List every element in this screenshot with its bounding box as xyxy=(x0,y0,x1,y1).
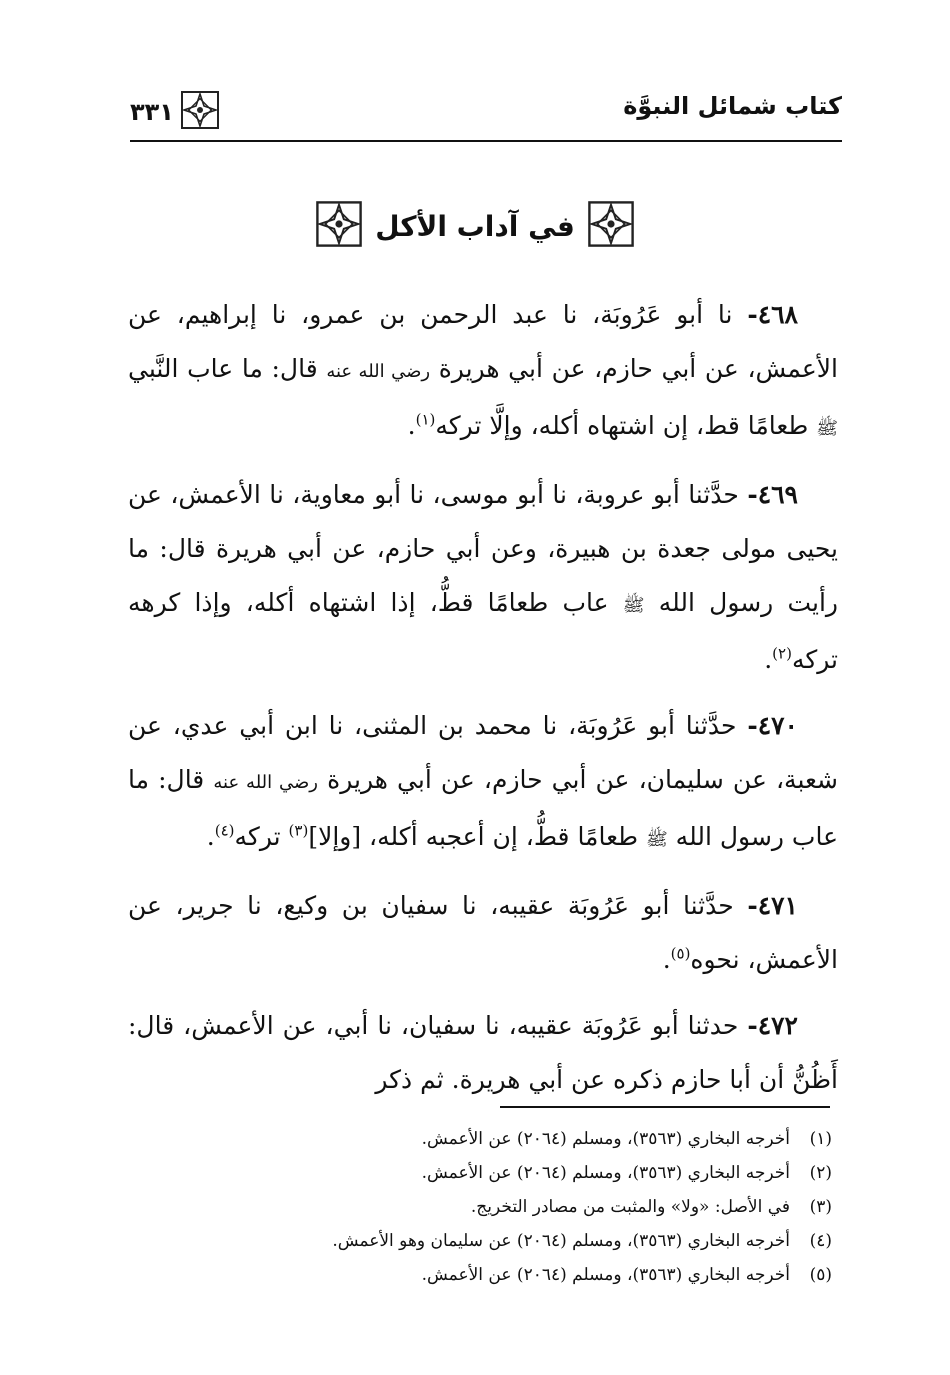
hadith-number: ٤٦٩- xyxy=(747,480,798,509)
footnotes-list xyxy=(120,1122,832,1292)
ornament-icon xyxy=(180,90,220,134)
hadith-end: . xyxy=(206,822,215,851)
footnote-text: في الأصل: «ولا» والمثبت من مصادر التخريج. xyxy=(470,1197,790,1217)
footnote-number: (٥) xyxy=(809,1265,832,1285)
footnote-divider xyxy=(500,1106,830,1108)
page-number-group xyxy=(130,90,220,134)
hadith-text: نا أبو عَرُوبَة، نا عبد الرحمن بن عمرو، نا إبراهيم، عن الأعمش، عن أبي حازم، عن أبي هريرة xyxy=(128,300,838,383)
hadith-end: . xyxy=(662,945,671,974)
footnote-ref[interactable]: (١) xyxy=(415,410,436,429)
ornament-icon xyxy=(315,200,363,252)
hadith-text: طعامًا قط، إن اشتهاه أكله، وإلَّا تركه xyxy=(435,411,817,440)
hadith-text: قال: ما عاب رسول الله xyxy=(128,765,838,851)
hadith-paragraph xyxy=(128,468,838,687)
footnote-number: (١) xyxy=(809,1129,832,1149)
hadith-paragraph xyxy=(128,999,838,1107)
footnote-number: (٣) xyxy=(809,1197,832,1217)
hadith-text: عاب طعامًا قطُّ، إذا اشتهاه أكله، وإذا كرهه تركه xyxy=(128,588,838,674)
footnote-text: أخرجه البخاري (٣٥٦٣)، ومسلم (٢٠٦٤) عن سليمان وهو الأعمش. xyxy=(332,1231,790,1251)
footnote-text: أخرجه البخاري (٣٥٦٣)، ومسلم (٢٠٦٤) عن الأعمش. xyxy=(421,1129,790,1149)
ornament-icon xyxy=(587,200,635,252)
hadith-text: تركه xyxy=(234,822,289,851)
hadith-paragraph xyxy=(128,288,838,456)
footnote-item xyxy=(120,1122,832,1156)
hadith-text: حدَّثنا أبو عَرُوبَة، نا محمد بن المثنى، نا ابن أبي عدي، عن شعبة، عن سليمان، عن أبي حازم، عن أبي هريرة xyxy=(128,711,838,794)
hadith-number: ٤٦٨- xyxy=(747,300,798,329)
page-number: ٣٣١ xyxy=(130,98,174,126)
section-heading xyxy=(0,200,950,252)
hadith-text: حدثنا أبو عَرُوبَة عقيبه، نا سفيان، نا أبي، عن الأعمش، قال: أَظُنُّ أن أبا حازم ذكره عن أبي هريرة. ثم ذكر xyxy=(128,1011,838,1094)
hadith-text: قال: ما عاب النَّبي xyxy=(128,354,327,383)
section-title: في آداب الأكل xyxy=(375,209,575,243)
footnote-text: أخرجه البخاري (٣٥٦٣)، ومسلم (٢٠٦٤) عن الأعمش. xyxy=(421,1163,790,1183)
hadith-text: حدَّثنا أبو عروبة، نا أبو موسى، نا أبو معاوية، نا الأعمش، عن يحيى مولى جعدة بن هبيرة، وعن أبي حازم، عن أبي هريرة قال: ما رأيت رسول الله xyxy=(128,480,838,617)
footnote-item xyxy=(120,1258,832,1292)
book-title: كتاب شمائل النبوَّة xyxy=(623,92,842,120)
footnote-item xyxy=(120,1224,832,1258)
honorific-glyph: ﷺ xyxy=(816,418,838,439)
footnote-ref[interactable]: (٣) xyxy=(288,821,309,840)
footnote-ref[interactable]: (٢) xyxy=(772,644,792,663)
hadith-text: طعامًا قطُّ، إن أعجبه أكله، [وإلا] xyxy=(308,822,646,851)
hadith-paragraph xyxy=(128,699,838,867)
footnote-number: (٤) xyxy=(809,1231,832,1251)
footnote-item xyxy=(120,1156,832,1190)
footnote-ref[interactable]: (٤) xyxy=(214,821,235,840)
hadith-end: . xyxy=(407,411,416,440)
honorific-glyph: رضي الله عنه xyxy=(213,772,318,793)
footnote-ref[interactable]: (٥) xyxy=(670,944,691,963)
hadith-paragraph xyxy=(128,879,838,987)
running-header xyxy=(130,90,842,142)
honorific-glyph: ﷺ xyxy=(622,595,645,616)
hadith-number: ٤٧١- xyxy=(747,891,798,920)
footnote-text: أخرجه البخاري (٣٥٦٣)، ومسلم (٢٠٦٤) عن الأعمش. xyxy=(421,1265,790,1285)
footnote-item xyxy=(120,1190,832,1224)
hadith-number: ٤٧٠- xyxy=(747,711,798,740)
main-text xyxy=(128,288,838,1119)
honorific-glyph: رضي الله عنه xyxy=(326,361,431,382)
honorific-glyph: ﷺ xyxy=(645,829,668,850)
footnote-number: (٢) xyxy=(809,1163,832,1183)
hadith-end: . xyxy=(764,645,773,674)
hadith-number: ٤٧٢- xyxy=(747,1011,798,1040)
hadith-text: حدَّثنا أبو عَرُوبَة عقيبه، نا سفيان بن وكيع، نا جرير، عن الأعمش، نحوه xyxy=(128,891,838,974)
